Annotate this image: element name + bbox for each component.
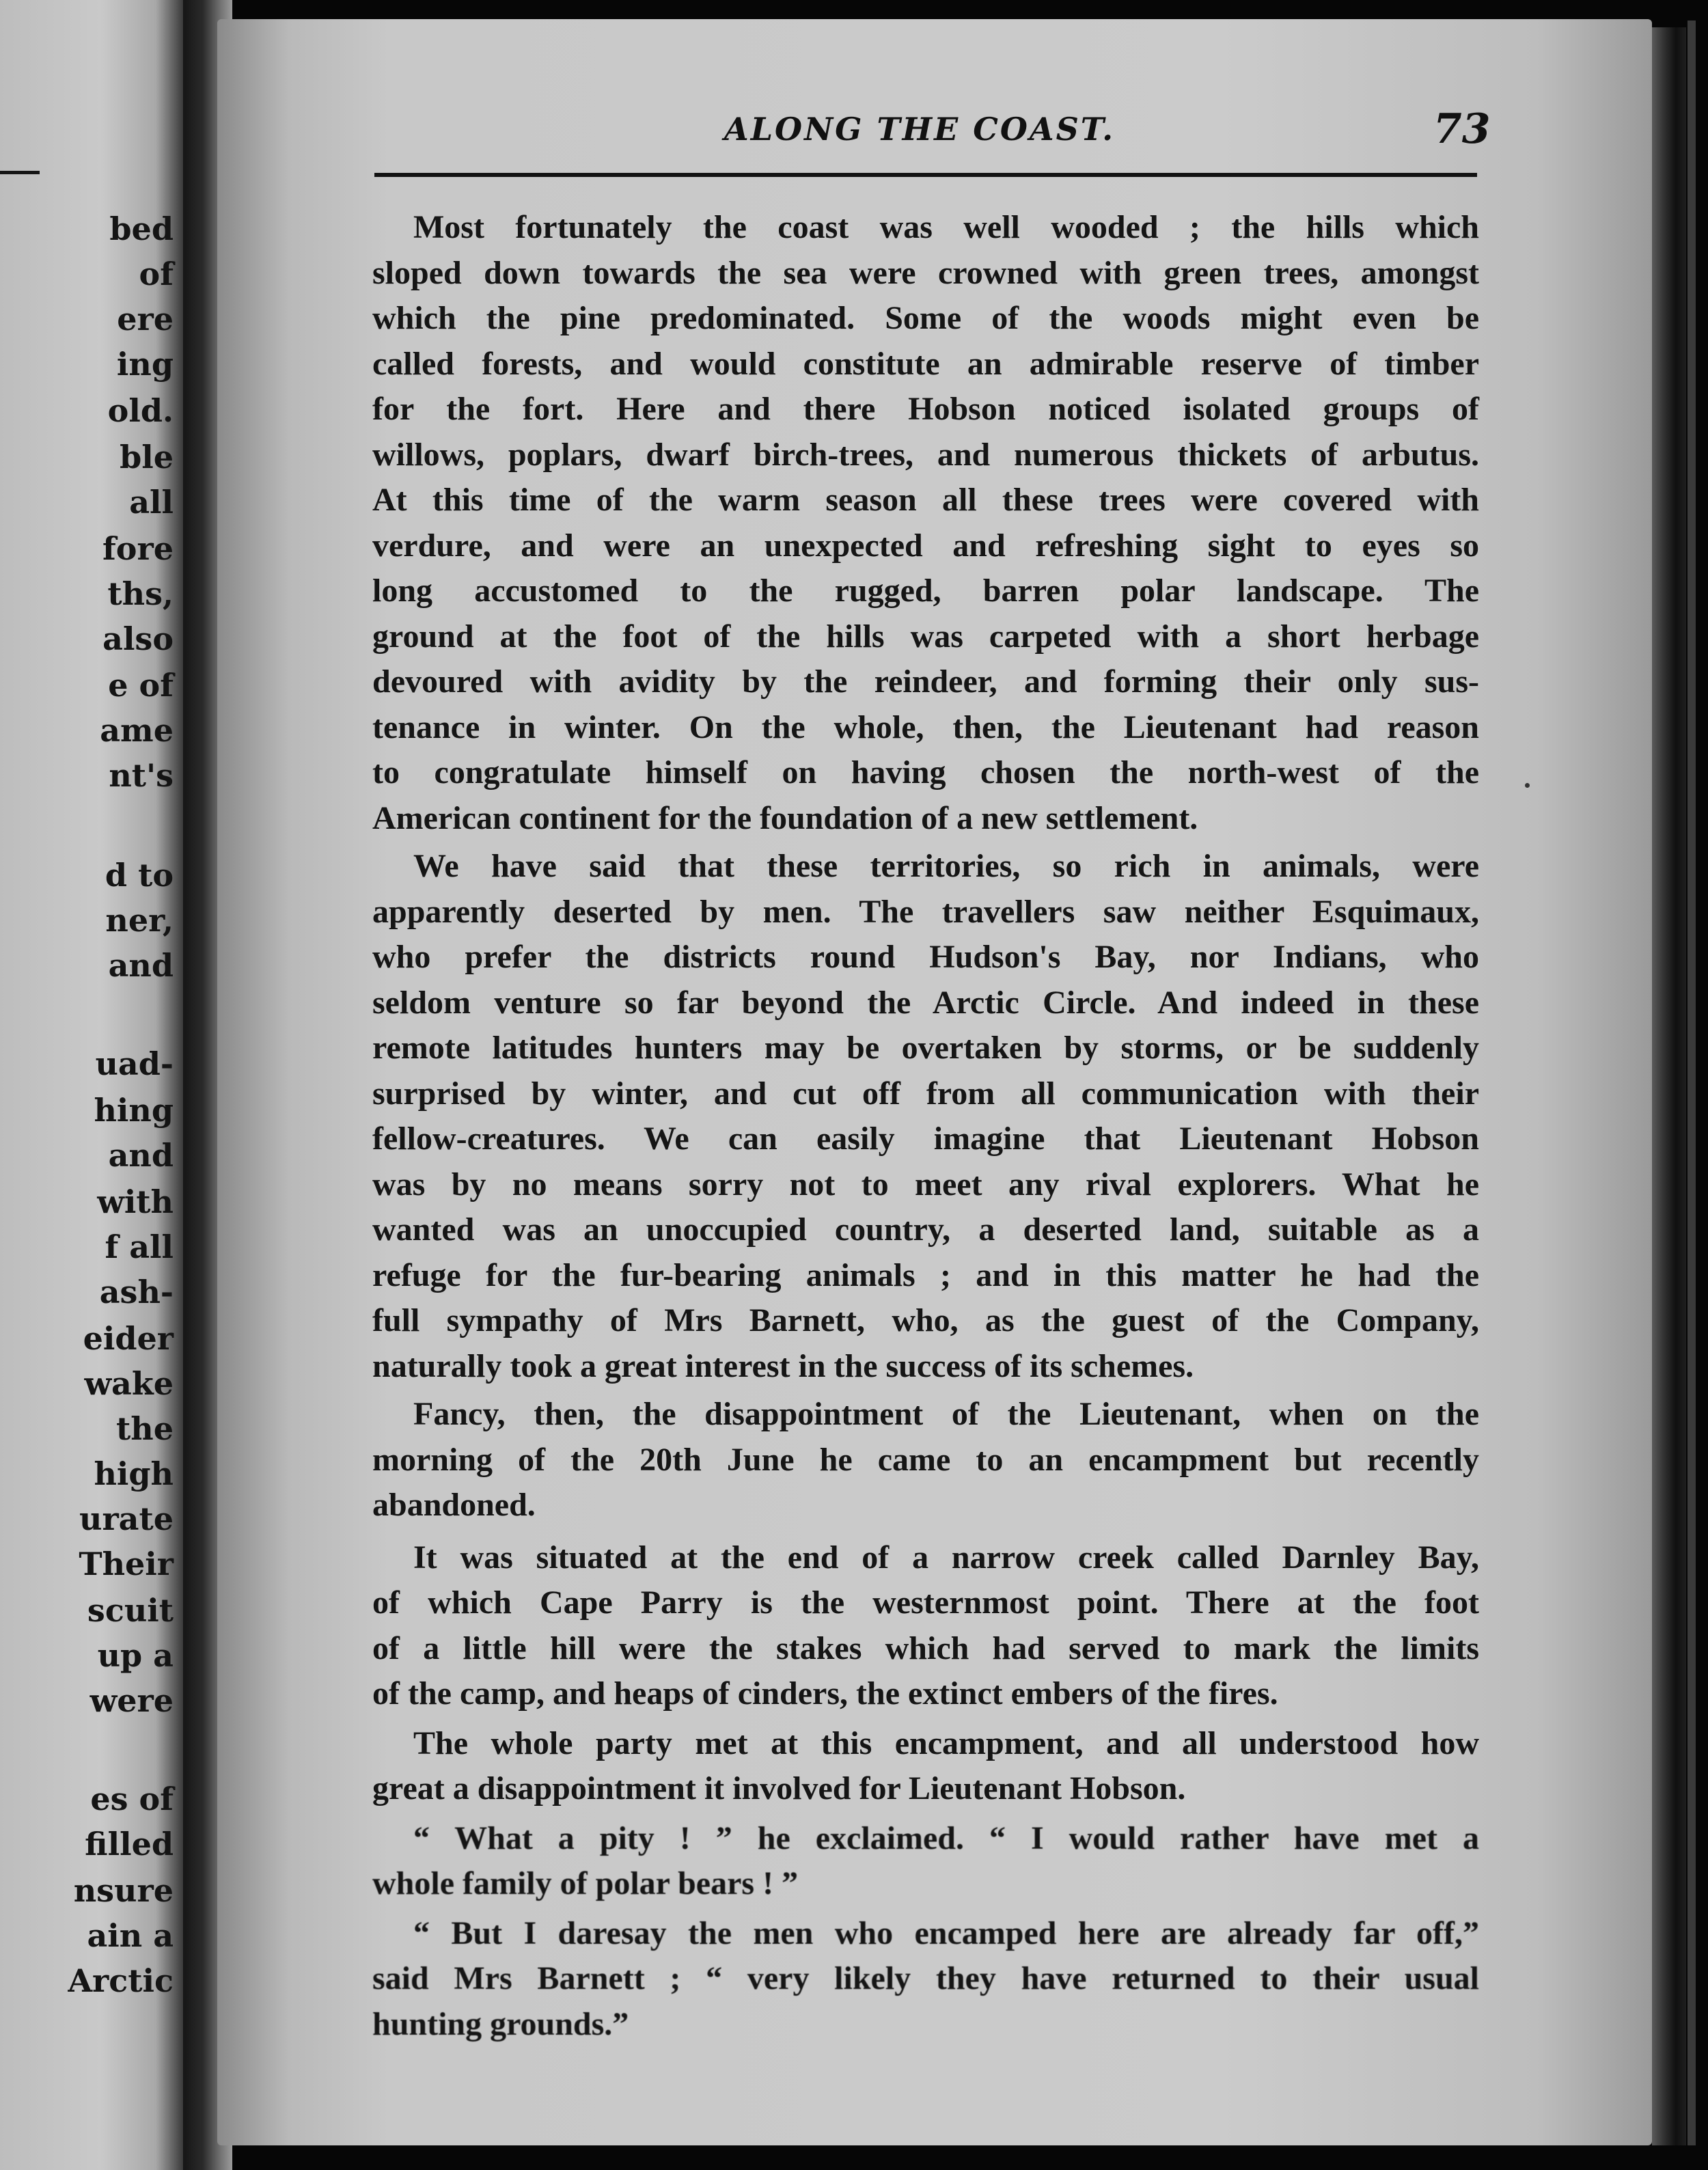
left-page-line-fragment: and [108,1137,174,1174]
text-line: to congratulate himself on having chosen the north-west of the [372,754,1479,791]
left-page-line-fragment: filled [85,1826,174,1863]
left-page-line-fragment: eider [83,1320,174,1357]
text-line: surprised by winter, and cut off from all communication with their [372,1075,1479,1112]
text-line: for the fort. Here and there Hobson noticed isolated groups of [372,391,1479,427]
text-line: devoured with avidity by the reindeer, and forming their only sus- [372,663,1479,700]
left-page-line-fragment: uad- [95,1045,174,1082]
left-page-line-fragment: ths, [107,575,174,612]
text-line: Most fortunately the coast was well wooded ; the hills which [413,209,1479,245]
left-page-line-fragment: ame [100,712,174,749]
text-line: long accustomed to the rugged, barren polar landscape. The [372,573,1479,609]
left-page-line-fragment: of [139,256,174,292]
left-page-line-fragment: e of [108,667,174,704]
text-line: morning of the 20th June he came to an encampment but recently [372,1441,1479,1478]
paragraph [372,205,1479,841]
text-line: We have said that these territories, so rich in animals, were [413,848,1479,884]
text-line: sloped down towards the sea were crowned with green trees, amongst [372,254,1479,291]
left-facing-page [0,0,183,2170]
text-line: was by no means sorry not to meet any rival explorers. What he [372,1166,1479,1203]
left-page-line-fragment: fore [102,530,174,567]
text-line: of which Cape Parry is the westernmost point. There at the foot [372,1584,1479,1621]
text-line: called forests, and would constitute an admirable reserve of timber [372,345,1479,382]
left-page-line-fragment: bed [109,210,174,247]
text-line: remote latitudes hunters may be overtaken by storms, or be suddenly [372,1030,1479,1066]
text-line: tenance in winter. On the whole, then, the Lieutenant had reason [372,709,1479,745]
left-page-line-fragment: f all [105,1228,174,1265]
paragraph [372,1535,1479,1717]
running-head: ALONG THE COAST. [724,111,1116,148]
text-line: refuge for the fur-bearing animals ; and in this matter he had the [372,1256,1479,1293]
paragraph [372,1392,1479,1528]
left-page-line-fragment: wake [84,1365,174,1402]
text-line: fellow-creatures. We can easily imagine that Lieutenant Hobson [372,1121,1479,1157]
left-page-line-fragment: scuit [87,1592,174,1629]
text-line: who prefer the districts round Hudson's Bay, nor Indians, who [372,939,1479,975]
left-page-line-fragment: ash- [99,1274,174,1310]
text-line: said Mrs Barnett ; “ very likely they have returned to their usual [372,1960,1479,1996]
text-line: American continent for the foundation of a new settlement. [372,799,1198,836]
text-line: The whole party met at this encampment, and all understood how [413,1725,1479,1761]
paragraph [372,1721,1479,1812]
left-page-line-fragment: Their [79,1546,174,1582]
left-page-line-fragment: Arctic [68,1962,174,1999]
left-page-line-fragment: high [94,1455,174,1492]
left-page-line-fragment: es of [90,1781,174,1817]
text-line: whole family of polar bears ! ” [372,1865,799,1901]
paragraph [372,1911,1479,2048]
paper-speck [1525,783,1530,788]
text-line: ground at the foot of the hills was carpeted with a short herbage [372,618,1479,655]
text-line: willows, poplars, dwarf birch-trees, and numerous thickets of arbutus. [372,436,1479,473]
left-page-line-fragment: were [89,1682,174,1719]
left-page-header-rule [0,171,40,174]
left-page-line-fragment: also [102,620,174,657]
text-line: Fancy, then, the disappointment of the Lieutenant, when on the [413,1396,1479,1432]
body-text [372,205,1479,2047]
text-line: It was situated at the end of a narrow creek called Darnley Bay, [413,1539,1479,1576]
text-line: full sympathy of Mrs Barnett, who, as the guest of the Company, [372,1302,1479,1338]
left-page-line-fragment: ain a [87,1917,174,1954]
text-line: great a disappointment it involved for Lieutenant Hobson. [372,1770,1186,1807]
text-line: which the pine predominated. Some of the woods might even be [372,300,1479,336]
text-line: hunting grounds.” [372,2005,629,2042]
text-line: “ But I daresay the men who encamped here are already far off,” [413,1914,1479,1951]
header-rule [374,173,1477,177]
text-line: of a little hill were the stakes which had served to mark the limits [372,1630,1479,1666]
text-line: abandoned. [372,1487,536,1523]
text-line: apparently deserted by men. The travellers saw neither Esquimaux, [372,893,1479,930]
paragraph [372,1816,1479,1907]
left-page-line-fragment: with [97,1183,174,1220]
left-page-line-fragment: ere [117,301,174,338]
text-line: seldom venture so far beyond the Arctic Circle. And indeed in these [372,984,1479,1021]
text-line: naturally took a great interest in the success of its schemes. [372,1347,1194,1384]
left-page-line-fragment: and [108,947,174,984]
left-page-line-fragment: up a [97,1637,174,1674]
text-line: “ What a pity ! ” he exclaimed. “ I would rather have met a [413,1819,1479,1856]
left-page-line-fragment: hing [94,1092,174,1129]
left-page-line-fragment: all [129,484,174,521]
left-page-line-fragment: nsure [73,1872,174,1909]
left-page-line-fragment: d to [105,857,174,894]
left-page-line-fragment: the [116,1410,174,1447]
page-edge-shadow [1652,27,1686,2145]
left-page-line-fragment: ble [120,439,174,476]
text-line: verdure, and were an unexpected and refreshing sight to eyes so [372,527,1479,564]
left-page-line-fragment: urate [79,1500,174,1537]
book-cover-edge [1688,20,1696,2145]
text-line: At this time of the warm season all these trees were covered with [372,482,1479,518]
left-page-line-fragment: old. [107,392,174,429]
page-number: 73 [1433,105,1491,153]
left-page-line-fragment: nt's [109,757,174,794]
left-page-line-fragment: ner, [105,902,174,939]
text-line: of the camp, and heaps of cinders, the extinct embers of the fires. [372,1675,1278,1712]
paragraph [372,844,1479,1389]
left-page-line-fragment: ing [116,346,174,383]
text-line: wanted was an unoccupied country, a deserted land, suitable as a [372,1211,1479,1248]
